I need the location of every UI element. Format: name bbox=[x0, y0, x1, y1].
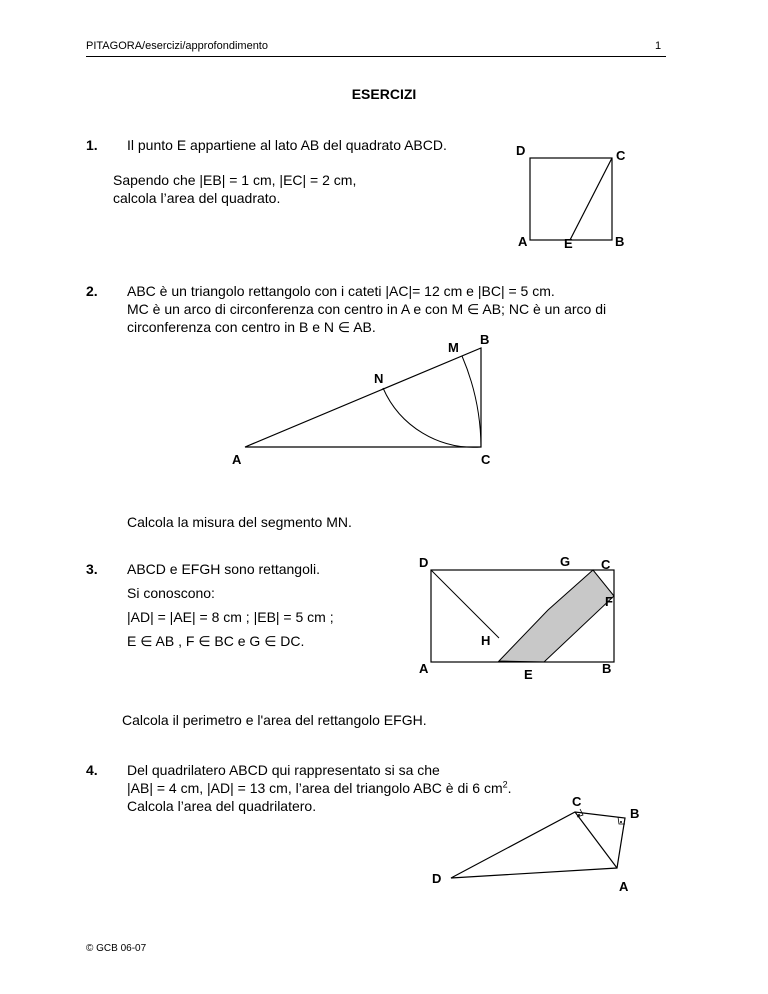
ex3-number: 3. bbox=[86, 561, 98, 577]
ex3-label-d: D bbox=[419, 555, 429, 570]
footer-copyright: © GCB 06-07 bbox=[86, 943, 147, 954]
ex3-text-4: E ∈ AB , F ∈ BC e G ∈ DC. bbox=[127, 633, 305, 649]
ex3-label-b: B bbox=[602, 661, 612, 676]
ex3-label-c: C bbox=[601, 557, 611, 572]
segment-ec bbox=[570, 158, 612, 240]
ex2-triangle-figure bbox=[220, 330, 510, 470]
ex3-rectangles-figure bbox=[405, 548, 635, 688]
ex3-label-g: G bbox=[560, 554, 571, 569]
ex2-label-c: C bbox=[481, 452, 491, 467]
ex3-label-a: A bbox=[419, 661, 429, 676]
ex2-label-a: A bbox=[232, 452, 242, 467]
triangle-abc bbox=[245, 348, 481, 447]
ex2-number: 2. bbox=[86, 283, 98, 299]
ex1-label-a: A bbox=[518, 234, 528, 249]
ex4-text-1: Del quadrilatero ABCD qui rappresentato si sa che bbox=[127, 762, 440, 778]
ex4-label-d: D bbox=[432, 871, 442, 886]
diagonal-ca bbox=[575, 812, 617, 868]
ex3-question: Calcola il perimetro e l'area del rettangolo EFGH. bbox=[122, 712, 427, 728]
ex1-square-figure bbox=[500, 140, 650, 255]
segment-dh bbox=[431, 570, 499, 638]
ex2-label-b: B bbox=[480, 332, 490, 347]
ex1-number: 1. bbox=[86, 137, 98, 153]
ex4-text-3: Calcola l’area del quadrilatero. bbox=[127, 798, 317, 814]
ex1-label-c: C bbox=[616, 148, 626, 163]
ex2-question: Calcola la misura del segmento MN. bbox=[127, 514, 352, 530]
ex2-text-3: circonferenza con centro in B e N ∈ AB. bbox=[127, 319, 376, 335]
quadrilateral-abcd bbox=[451, 812, 625, 878]
ex2-label-n: N bbox=[374, 371, 384, 386]
header-path: PITAGORA/esercizi/approfondimento bbox=[86, 40, 268, 52]
ex1-text-2: Sapendo che |EB| = 1 cm, |EC| = 2 cm, bbox=[113, 172, 357, 188]
ex4-label-c: C bbox=[572, 794, 582, 809]
ex1-text-1: Il punto E appartiene al lato AB del quadrato ABCD. bbox=[127, 137, 447, 153]
rectangle-efgh bbox=[499, 570, 614, 662]
ex3-text-3: |AD| = |AE| = 8 cm ; |EB| = 5 cm ; bbox=[127, 609, 334, 625]
ex3-text-1: ABCD e EFGH sono rettangoli. bbox=[127, 561, 320, 577]
header-rule bbox=[86, 56, 666, 57]
ex3-label-h: H bbox=[481, 633, 491, 648]
ex2-text-2: MC è un arco di circonferenza con centro in A e con M ∈ AB; NC è un arco di bbox=[127, 301, 607, 317]
ex1-text-3: calcola l’area del quadrato. bbox=[113, 190, 281, 206]
ex4-quadrilateral-figure bbox=[420, 790, 650, 900]
ex1-label-b: B bbox=[615, 234, 625, 249]
arc-nc bbox=[383, 388, 481, 447]
ex4-label-a: A bbox=[619, 879, 629, 894]
square-abcd bbox=[530, 158, 612, 240]
ex1-label-e: E bbox=[564, 236, 573, 251]
ex3-text-2: Si conoscono: bbox=[127, 585, 215, 601]
ex4-text-2: |AB| = 4 cm, |AD| = 13 cm, l’area del triangolo ABC è di 6 $cm^2$. bbox=[127, 779, 512, 796]
ex4-label-b: B bbox=[630, 806, 640, 821]
ex2-text-1: ABC è un triangolo rettangolo con i cateti |AC|= 12 cm e |BC| = 5 cm. bbox=[127, 283, 555, 299]
page-number: 1 bbox=[655, 40, 662, 52]
ex1-label-d: D bbox=[516, 143, 526, 158]
ex2-label-m: M bbox=[448, 340, 459, 355]
ex3-label-f: F bbox=[605, 594, 613, 609]
ex3-label-e: E bbox=[524, 667, 533, 682]
arc-mc bbox=[462, 356, 481, 447]
page-title: ESERCIZI bbox=[351, 86, 417, 102]
ex4-number: 4. bbox=[86, 762, 98, 778]
